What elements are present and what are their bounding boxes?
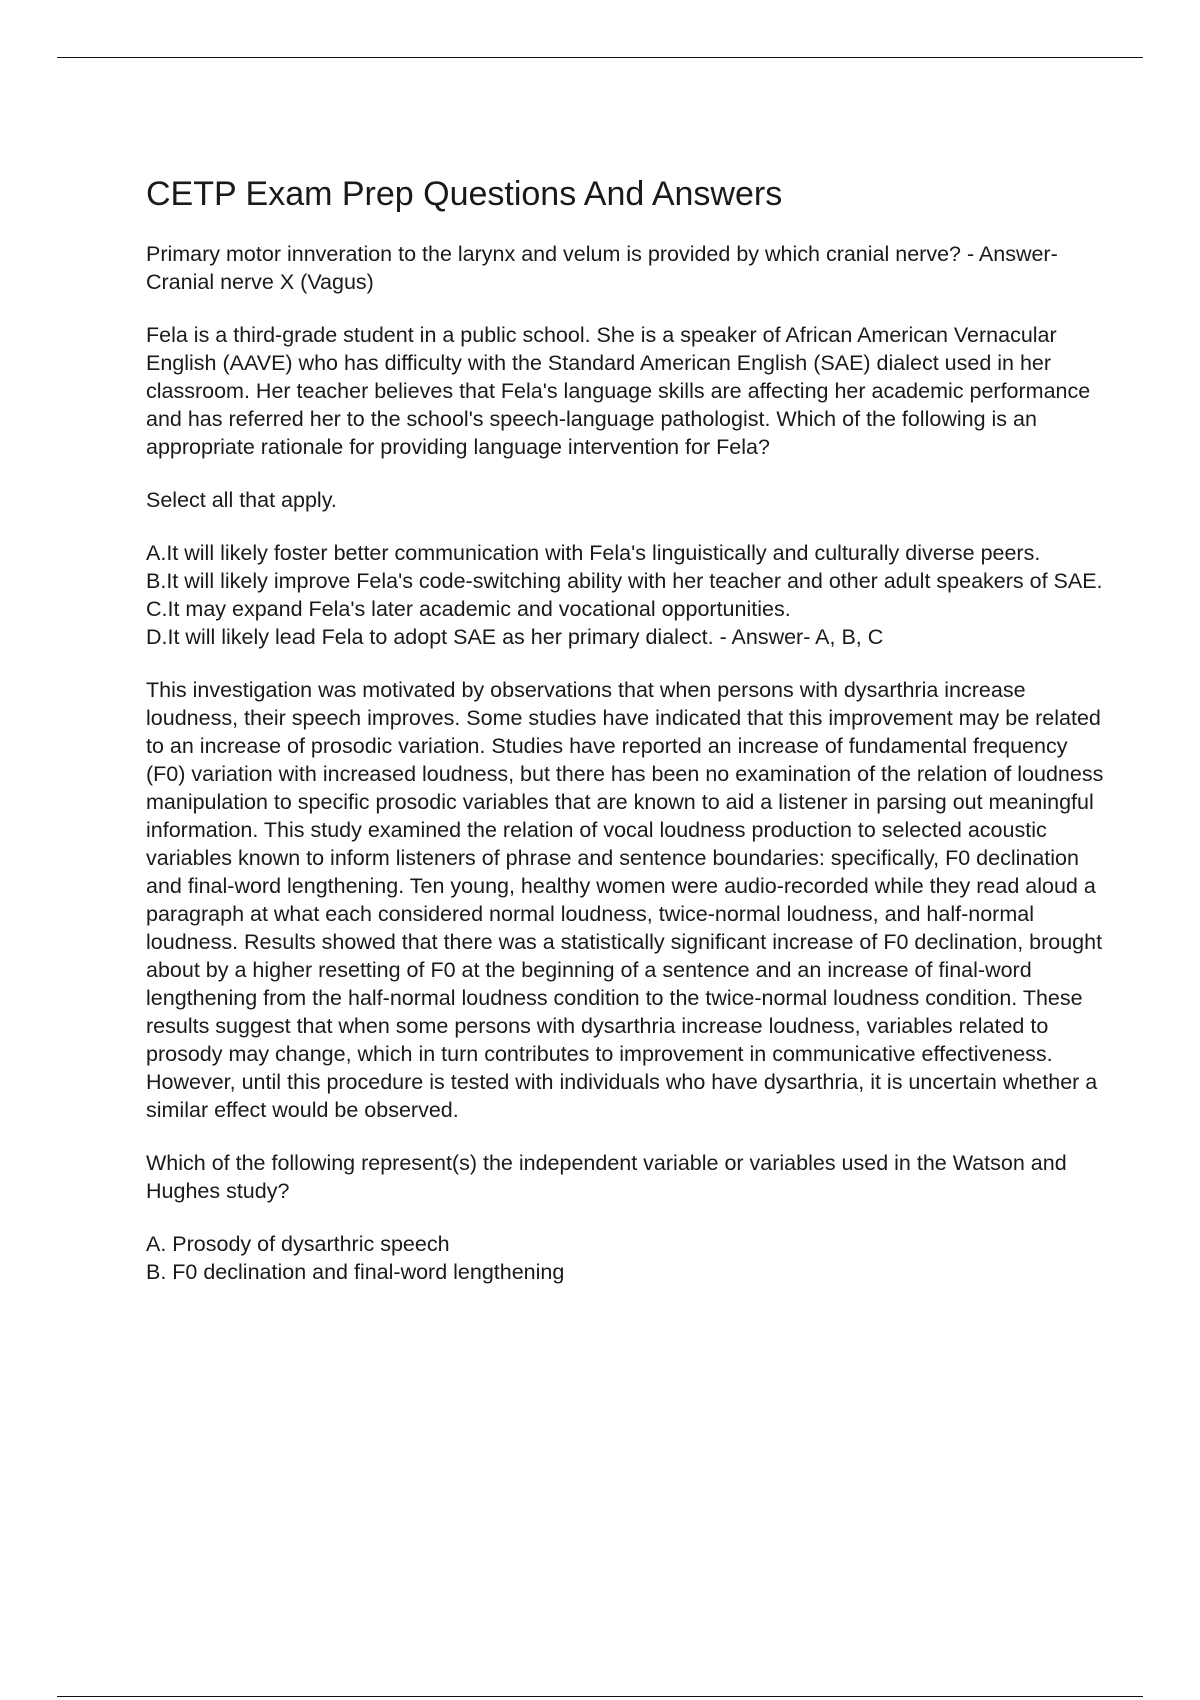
page-title: CETP Exam Prep Questions And Answers (146, 175, 783, 213)
question-2-option-d: D.It will likely lead Fela to adopt SAE as her primary dialect. - Answer- A, B, C (146, 625, 884, 649)
question-3-options (146, 1230, 1106, 1286)
question-3-passage: This investigation was motivated by observations that when persons with dysarthria increase loudness, their speech improves. Some studies have indicated that this improvement may be related to an increase of prosodic variation. Studies have reported an increase of fundamental frequency (F0) variation with increased loudness, but there has been no examination of the relation of loudness manipulation to specific prosodic variables that are known to aid a listener in parsing out meaningful information. This study examined the relation of vocal loudness production to selected acoustic variables known to inform listeners of phrase and sentence boundaries: specifically, F0 declination and final-word lengthening. Ten young, healthy women were audio-recorded while they read aloud a paragraph at what each considered normal loudness, twice-normal loudness, and half-normal loudness. Results showed that there was a statistically significant increase of F0 declination, brought about by a higher resetting of F0 at the beginning of a sentence and an increase of final-word lengthening from the half-normal loudness condition to the twice-normal loudness condition. These results suggest that when some persons with dysarthria increase loudness, variables related to prosody may change, which in turn contributes to improvement in communicative effectiveness. However, until this procedure is tested with individuals who have dysarthria, it is uncertain whether a similar effect would be observed. (146, 678, 1104, 1122)
question-2-option-c: C.It may expand Fela's later academic and vocational opportunities. (146, 597, 791, 621)
question-2-options (146, 539, 1106, 651)
bottom-divider (57, 1696, 1143, 1697)
question-2-stem: Fela is a third-grade student in a public school. She is a speaker of African American Vernacular English (AAVE) who has difficulty with the Standard American English (SAE) dialect used in her classroom. Her teacher believes that Fela's language skills are affecting her academic performance and has referred her to the school's speech-language pathologist. Which of the following is an appropriate rationale for providing language intervention for Fela? (146, 323, 1091, 459)
question-1-text: Primary motor innveration to the larynx and velum is provided by which cranial nerve? - Answer- Cranial nerve X (Vagus) (146, 242, 1058, 294)
question-2-option-a: A.It will likely foster better communication with Fela's linguistically and culturally diverse peers. (146, 541, 1041, 565)
question-2-option-b: B.It will likely improve Fela's code-switching ability with her teacher and other adult speakers of SAE. (146, 569, 1103, 593)
question-3-option-b: B. F0 declination and final-word lengthening (146, 1260, 565, 1284)
question-2-instruction: Select all that apply. (146, 488, 337, 512)
document-body (146, 172, 1106, 1311)
question-3-question: Which of the following represent(s) the independent variable or variables used in the Watson and Hughes study? (146, 1151, 1067, 1203)
question-3-option-a: A. Prosody of dysarthric speech (146, 1232, 450, 1256)
top-divider (57, 57, 1143, 58)
